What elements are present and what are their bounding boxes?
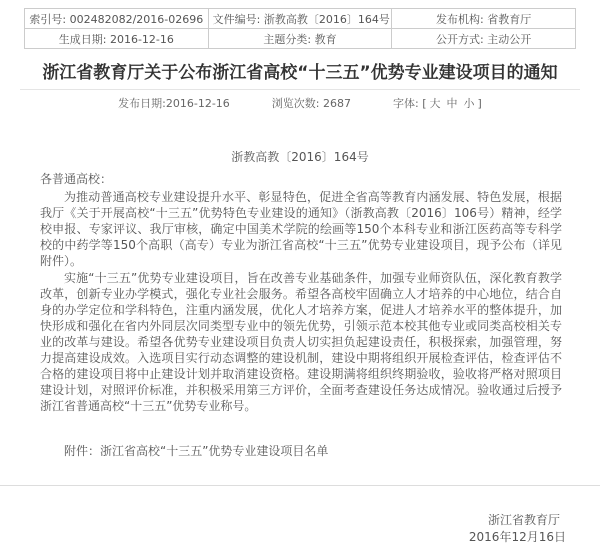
page-title: 浙江省教育厅关于公布浙江省高校“十三五”优势专业建设项目的通知 (42, 63, 558, 83)
signature-agency: 浙江省教育厅 (487, 513, 560, 527)
signature-block (0, 512, 600, 546)
meta-row (0, 97, 600, 111)
index-number-cell: 索引号: 002482082/2016-02696 (25, 9, 209, 29)
body-paragraph: 实施“十三五”优势专业建设项目，旨在改善专业基础条件，加强专业师资队伍，深化教育教学改革，创新专业办学模式，强化专业社会服务。希望各高校牢固确立人才培养的中心地位，结合自身的办学定位和学科特色，注重内涵发展，优化人才培养方案，促进人才培养水平的整体提升，加快形成和强化在省内外同层次同类型专业中的领先优势，引领示范本校其他专业或同类高校相关专业的改革与建设。希望各优势专业建设项目负责人切实担负起建设责任，积极探索，加强管理，努力提高建设成效。入选项目实行动态调整的建设机制，建设中期将组织开展检查评估，检查评估不合格的建设项目将中止建设计划并取消建设资格。建设期满将组织终期验收，验收将严格对照项目建设计划，对照评价标准，并积极采用第三方评价，全面考查建设任务达成情况。验收通过后授予浙江省普通高校“十三五”优势专业称号。 (40, 271, 562, 413)
signature-date: 2016年12月16日 (468, 530, 566, 544)
body-paragraph: 为推动普通高校专业建设提升水平、彰显特色，促进全省高等教育内涵发展、特色发展，根据我厅《关于开展高校“十三五”优势特色专业建设的通知》（浙教高教〔2016〕106号）精神，经学校申报、专家评议、我厅审核，确定中国美术学院的绘画等150个本科专业和浙江医药高等专科学校的中药学等150个高职（高专）专业为浙江省高校“十三五”优势专业建设项目，现予公布（详见附件）。 (40, 190, 562, 268)
document-info-table (24, 8, 576, 49)
salutation: 各普通高校： (40, 172, 113, 186)
disclosure-method-cell: 公开方式: 主动公开 (392, 29, 576, 49)
document-number: 浙教高教〔2016〕164号 (231, 150, 369, 164)
document-body (40, 171, 562, 414)
publish-date: 发布日期:2016-12-16 (118, 97, 230, 110)
table-row (25, 9, 576, 29)
font-size-label: 字体: (393, 97, 419, 110)
title-divider (20, 89, 580, 90)
file-number-cell: 文件编号: 浙教高教〔2016〕164号 (208, 9, 392, 29)
issuing-agency-cell: 发布机构: 省教育厅 (392, 9, 576, 29)
font-size-chooser (393, 97, 482, 111)
font-size-bracket-open: [ (422, 97, 427, 110)
font-size-small-button[interactable]: 小 (463, 97, 475, 110)
view-count: 浏览次数: 2687 (271, 97, 352, 110)
attachment-line (40, 442, 562, 459)
font-size-bracket-close: ] (477, 97, 482, 110)
attachment-link[interactable]: 附件：浙江省高校“十三五”优势专业建设项目名单 (64, 444, 329, 458)
bottom-divider (0, 485, 600, 486)
creation-date-cell: 生成日期: 2016-12-16 (25, 29, 209, 49)
notice-page (0, 8, 600, 544)
font-size-medium-button[interactable]: 中 (446, 97, 458, 110)
font-size-large-button[interactable]: 大 (429, 97, 441, 110)
subject-category-cell: 主题分类: 教育 (208, 29, 392, 49)
table-row (25, 29, 576, 49)
